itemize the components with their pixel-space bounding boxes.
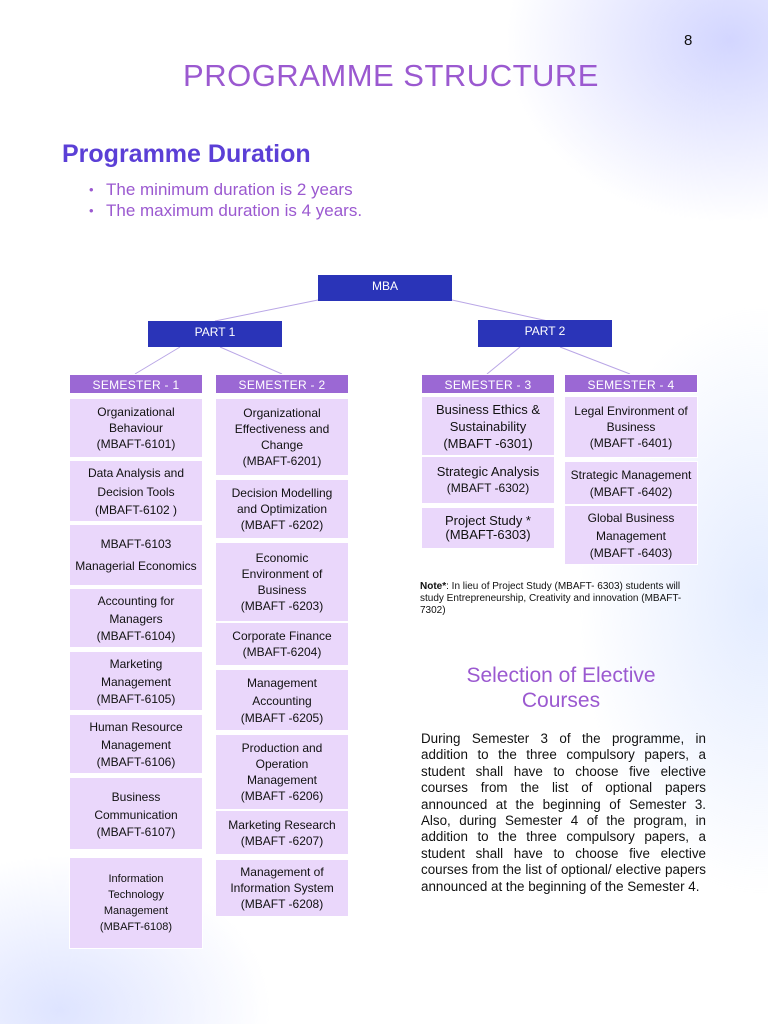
note-text: : In lieu of Project Study (MBAFT- 6303) students will study Entrepreneurship, Creativity and innovation (MBAFT- 7302) (420, 581, 682, 616)
course-name: Corporate Finance (232, 629, 332, 643)
course-mbaft-6205 (215, 669, 349, 731)
part2-box: PART 2 (478, 320, 612, 347)
semester-3-header: SEMESTER - 3 (421, 374, 555, 394)
page-number: 8 (684, 32, 693, 49)
course-mbaft-6201 (215, 398, 349, 476)
course-name: Decision Modelling and Optimization (231, 486, 333, 516)
course-code: (MBAFT-6101) (96, 437, 176, 451)
course-code: (MBAFT-6108) (99, 921, 173, 933)
course-code: (MBAFT-6303) (445, 527, 531, 542)
course-name: Strategic Management (570, 468, 692, 482)
course-mbaft-6103 (69, 524, 203, 586)
note-label: Note* (420, 581, 447, 592)
course-name: Strategic Analysis (436, 464, 540, 479)
course-name: Management of Information System (230, 865, 334, 895)
course-mbaft-6303 (421, 507, 555, 549)
course-name: Global Business Management (587, 511, 675, 543)
connector-mba-part1 (215, 300, 318, 321)
connector-mba-part2 (452, 300, 548, 321)
course-mbaft-6102 (69, 460, 203, 522)
course-code: (MBAFT -6402) (589, 485, 673, 499)
elective-heading: Selection of Elective Courses (466, 664, 656, 712)
course-mbaft-6202 (215, 479, 349, 539)
course-name: Legal Environment of Business (574, 404, 688, 434)
course-mbaft-6204 (215, 622, 349, 666)
course-code: (MBAFT-6204) (242, 645, 322, 659)
project-study-note (420, 581, 688, 617)
course-name: Data Analysis and Decision Tools (87, 466, 185, 499)
course-code: (MBAFT -6205) (240, 711, 324, 725)
elective-body: During Semester 3 of the programme, in addition to the three compulsory papers, a student shall have to choose five elective courses from the list of optional papers announced at the beginning of Semester 3. Also, during Semester 4 of the program, in addition to the three compulsory papers, a student shall have to choose five elective courses from the list of optional/ elective papers announced at the beginning of the Semester 4. (421, 731, 706, 894)
part1-box: PART 1 (148, 321, 282, 347)
course-name: Organizational Behaviour (97, 405, 175, 435)
course-name: MBAFT-6103 (100, 537, 172, 551)
course-name: Project Study * (445, 513, 531, 528)
course-name: Management Accounting (246, 676, 318, 708)
course-mbaft-6208 (215, 859, 349, 917)
course-code: (MBAFT-6105) (96, 692, 176, 706)
course-name: Marketing Management (100, 657, 172, 689)
course-mbaft-6403 (564, 505, 698, 565)
course-name: Business Communication (94, 789, 178, 822)
course-name: Accounting for Managers (97, 594, 175, 626)
course-mbaft-6106 (69, 714, 203, 774)
course-mbaft-6104 (69, 588, 203, 648)
semester-1-header: SEMESTER - 1 (69, 374, 203, 394)
course-code: (MBAFT-6102 ) (94, 503, 178, 517)
duration-heading: Programme Duration (62, 140, 311, 168)
course-mbaft-6207 (215, 810, 349, 855)
course-name: Information Technology Management (103, 873, 169, 917)
course-code: (MBAFT -6202) (240, 518, 324, 532)
course-name: Human Resource Management (89, 720, 183, 752)
course-mbaft-6107 (69, 777, 203, 850)
course-name: Organizational Effectiveness and Change (234, 406, 330, 452)
course-code: Managerial Economics (75, 559, 197, 573)
course-mbaft-6105 (69, 651, 203, 711)
course-name: Business Ethics & Sustainability (435, 401, 541, 434)
course-name: Marketing Research (228, 817, 336, 832)
connector-part1-sem1 (135, 347, 180, 374)
semester-4-header: SEMESTER - 4 (564, 374, 698, 393)
duration-item-max: • The maximum duration is 4 years. (106, 200, 362, 221)
course-code: (MBAFT -6203) (240, 599, 324, 613)
course-name: Production and Operation Management (241, 741, 323, 787)
course-mbaft-6402 (564, 461, 698, 505)
course-code: (MBAFT -6403) (589, 546, 673, 560)
course-name: Economic Environment of Business (241, 551, 323, 597)
connector-part2-sem3 (487, 347, 520, 374)
course-code: (MBAFT -6207) (240, 833, 324, 848)
course-mbaft-6101 (69, 398, 203, 458)
course-mbaft-6301 (421, 396, 555, 456)
course-code: (MBAFT -6301) (443, 435, 533, 451)
course-code: (MBAFT-6104) (96, 629, 176, 643)
course-code: (MBAFT -6302) (446, 481, 530, 495)
course-code: (MBAFT -6401) (589, 436, 673, 450)
course-mbaft-6108 (69, 857, 203, 949)
course-mbaft-6206 (215, 734, 349, 810)
course-mbaft-6203 (215, 542, 349, 622)
connector-part2-sem4 (560, 347, 630, 374)
course-code: (MBAFT-6201) (242, 454, 322, 468)
mba-box: MBA (318, 275, 452, 301)
course-code: (MBAFT -6206) (240, 789, 324, 803)
connector-part1-sem2 (220, 347, 282, 374)
course-mbaft-6302 (421, 456, 555, 504)
page-title: PROGRAMME STRUCTURE (183, 58, 599, 93)
course-mbaft-6401 (564, 396, 698, 458)
course-code: (MBAFT -6208) (240, 897, 324, 911)
semester-2-header: SEMESTER - 2 (215, 374, 349, 394)
course-code: (MBAFT-6106) (96, 755, 176, 769)
course-code: (MBAFT-6107) (96, 824, 176, 839)
duration-item-min: • The minimum duration is 2 years (106, 179, 362, 200)
